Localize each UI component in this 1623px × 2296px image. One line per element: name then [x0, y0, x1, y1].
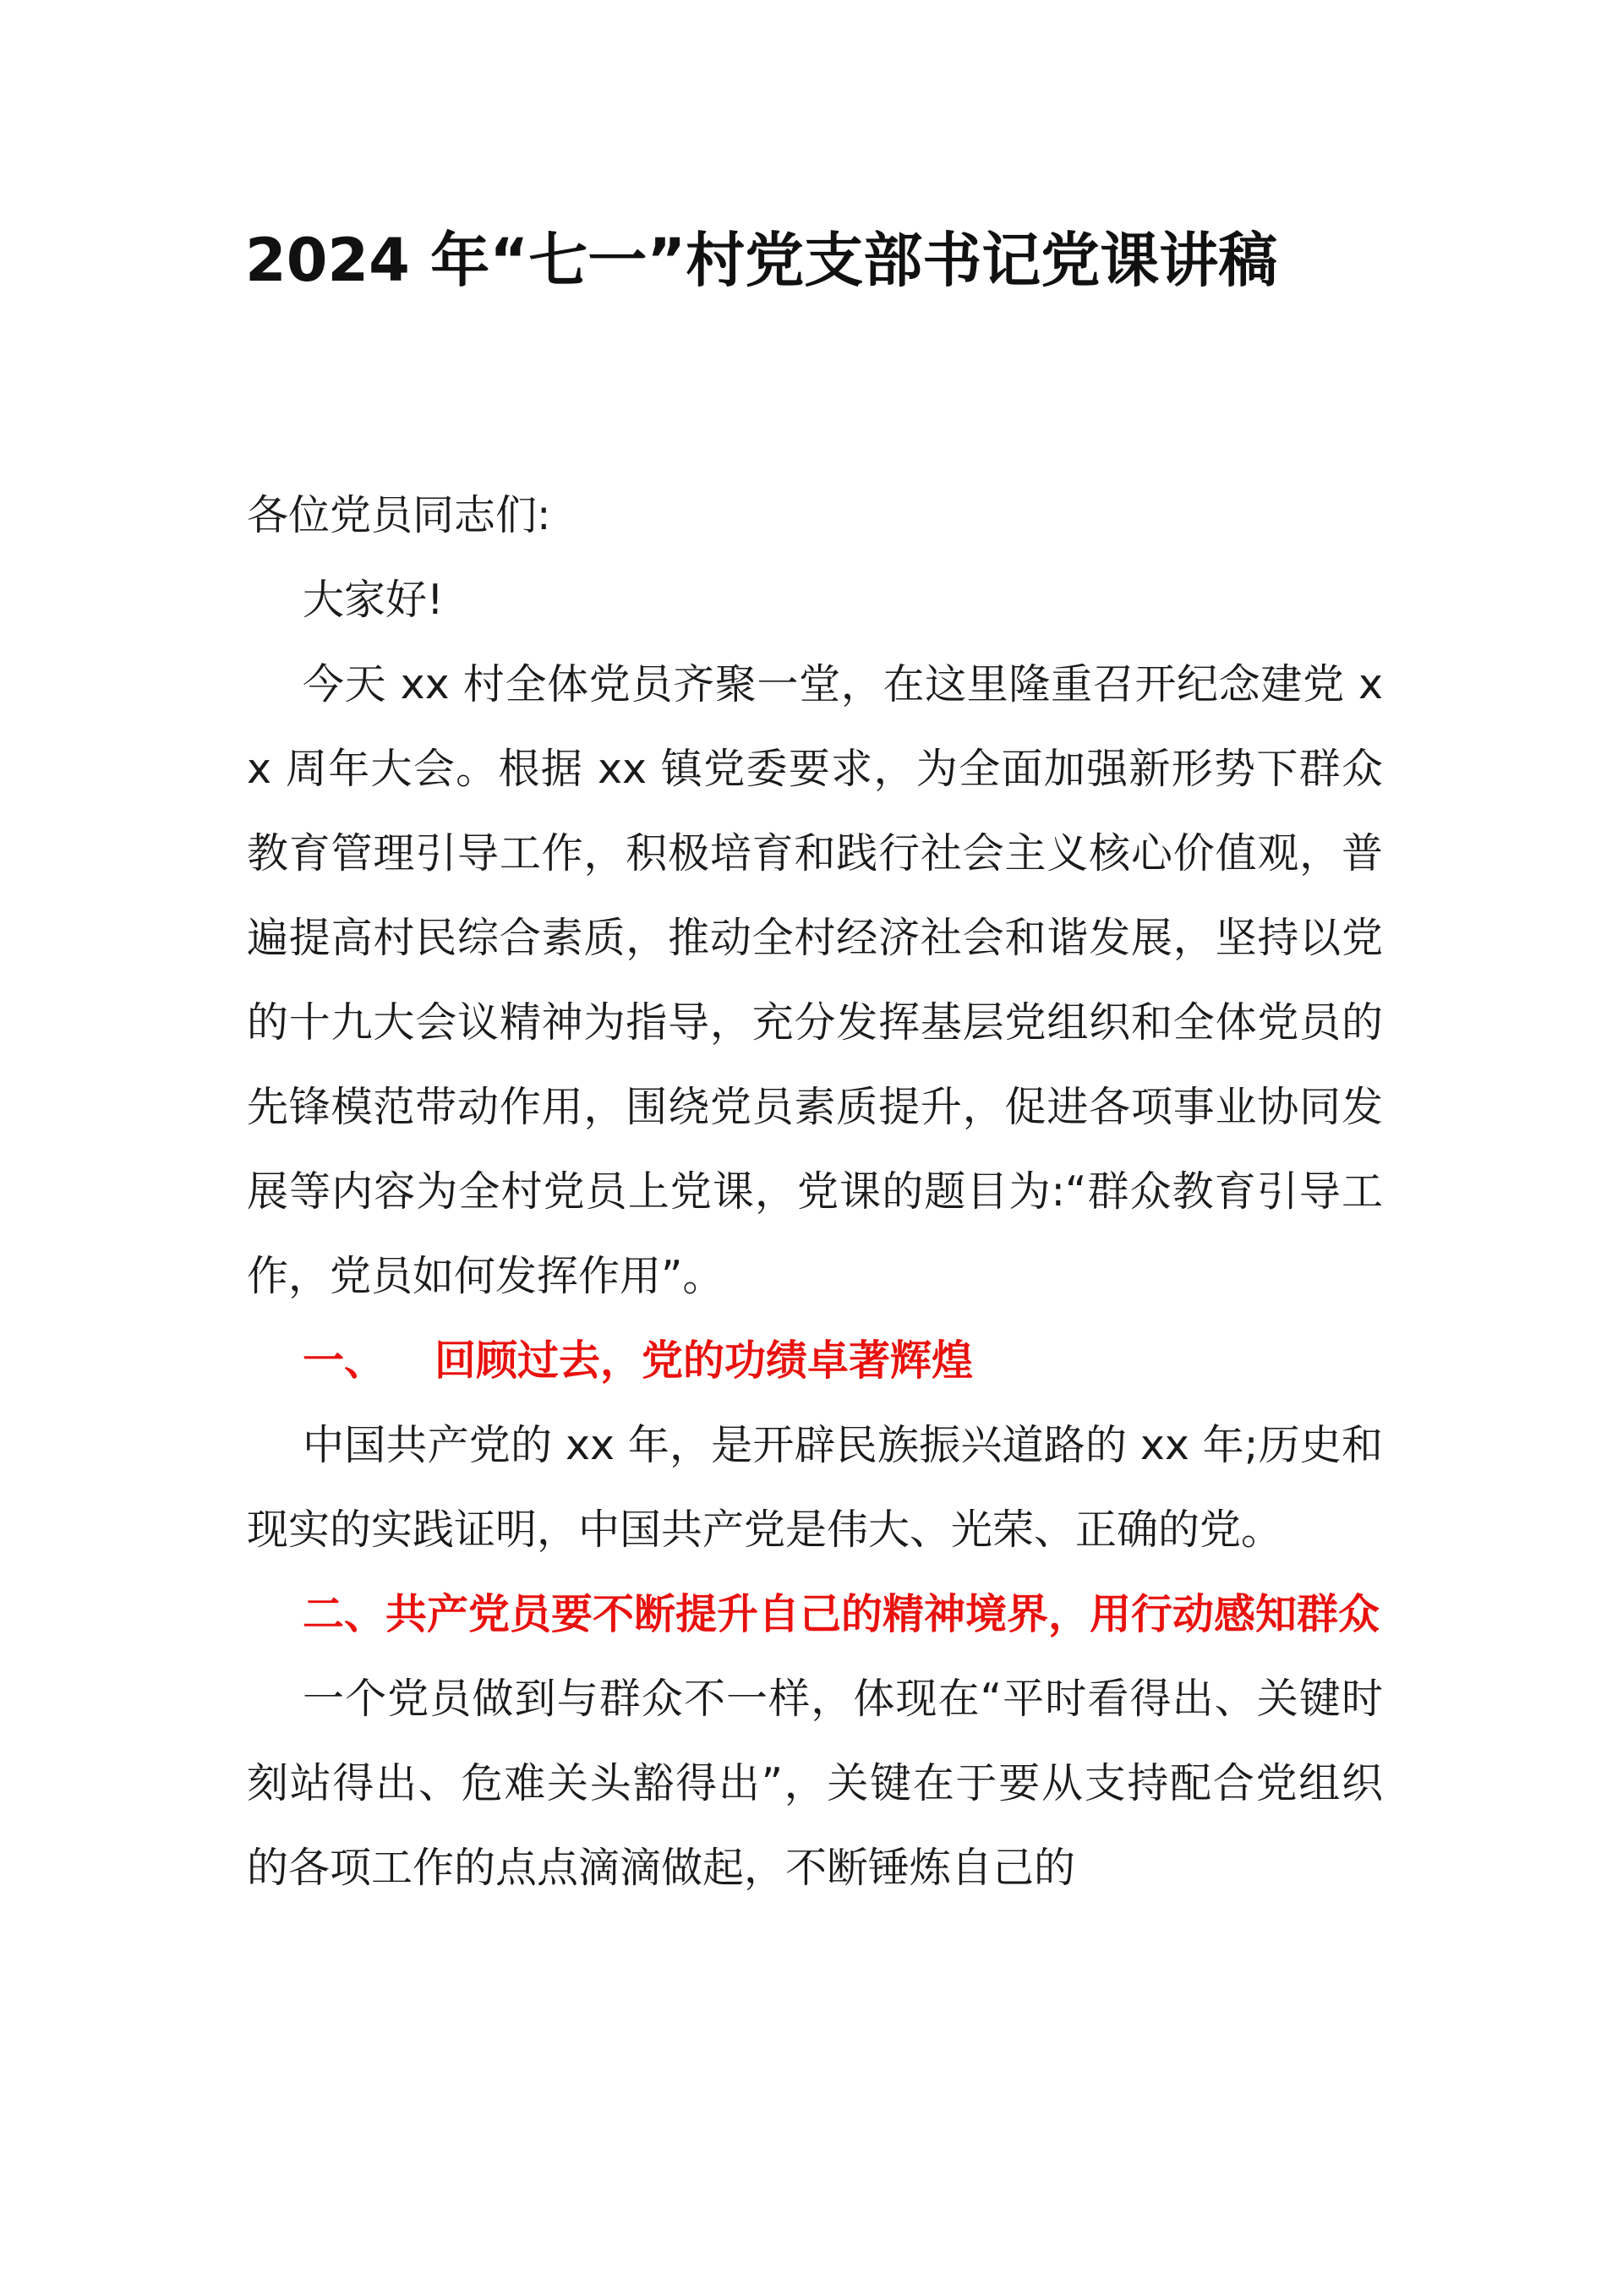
section-2-heading: 二、共产党员要不断提升自己的精神境界，用行动感知群众	[303, 1590, 1380, 1638]
section-1-paragraph: 中国共产党的 xx 年，是开辟民族振兴道路的 xx 年;历史和现实的实践证明，中国共产党是伟大、光荣、正确的党。	[247, 1421, 1383, 1554]
salutation: 各位党员同志们:	[247, 491, 551, 539]
intro-paragraph: 今天 xx 村全体党员齐聚一堂，在这里隆重召开纪念建党 xx 周年大会。根据 xx 镇党委要求，为全面加强新形势下群众教育管理引导工作，积极培育和践行社会主义核心价值观，普遍提高村民综合素质，推动全村经济社会和谐发展，坚持以党的十九大会议精神为指导，充分发挥基层党组织和全体党员的先锋模范带动作用，围绕党员素质提升，促进各项事业协同发展等内容为全村党员上党课，党课的题目为:“群众教育引导工作，党员如何发挥作用”。	[247, 660, 1383, 1300]
section-1-heading-text: 回顾过去，党的功绩卓著辉煌	[434, 1337, 974, 1385]
document-title: 2024 年“七一”村党支部书记党课讲稿	[245, 226, 1278, 295]
document-body	[247, 473, 1383, 1911]
section-1-number: 一、	[303, 1337, 386, 1385]
greeting: 大家好!	[303, 576, 444, 624]
section-2-paragraph: 一个党员做到与群众不一样，体现在“平时看得出、关键时刻站得出、危难关头豁得出”，关键在于要从支持配合党组织的各项工作的点点滴滴做起，不断锤炼自己的	[247, 1675, 1383, 1892]
section-1-heading	[247, 1319, 1383, 1403]
